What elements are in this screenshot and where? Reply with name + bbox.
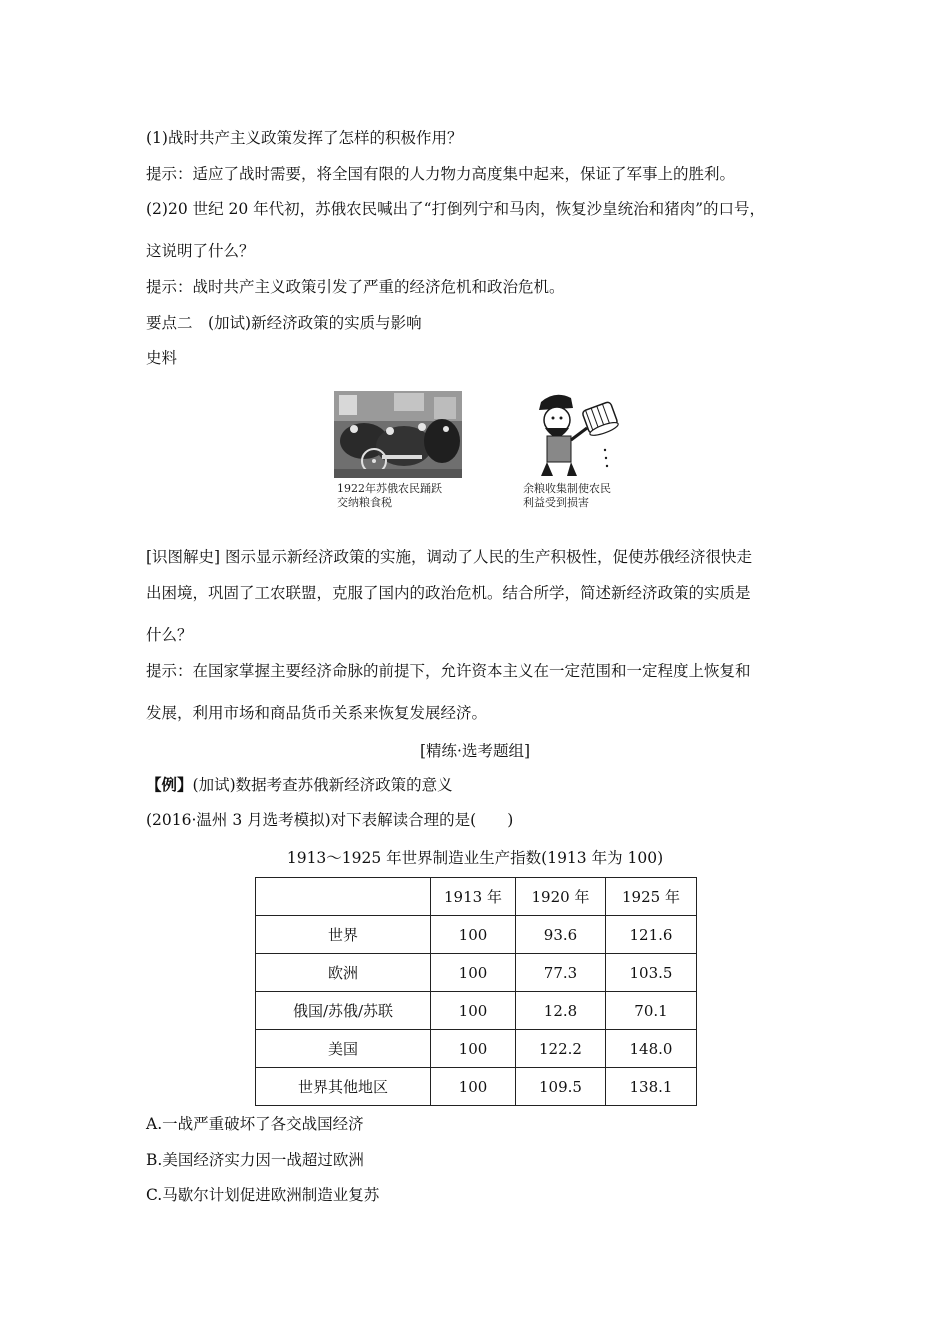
table-cell: 122.2	[516, 1030, 606, 1068]
table-cell: 100	[431, 992, 516, 1030]
table-row	[256, 1030, 697, 1068]
table-cell: 148.0	[606, 1030, 697, 1068]
right-caption-line-1: 余粮收集制使农民	[523, 482, 611, 495]
table-cell: 12.8	[516, 992, 606, 1030]
table-cell: 77.3	[516, 954, 606, 992]
table-row	[256, 992, 697, 1030]
option-b[interactable]: B.美国经济实力因一战超过欧洲	[146, 1151, 364, 1169]
table-row	[256, 954, 697, 992]
analysis-line-1: [识图解史] 图示显示新经济政策的实施，调动了人民的生产积极性，促使苏俄经济很快走	[146, 548, 753, 566]
table-cell: 70.1	[606, 992, 697, 1030]
section-title: 要点二 (加试)新经济政策的实质与影响	[146, 314, 422, 332]
header-cell: 1913 年	[431, 878, 516, 916]
left-caption-line-2: 交纳粮食税	[337, 496, 392, 509]
left-caption-line-1: 1922年苏俄农民踊跃	[337, 482, 442, 495]
analysis-line-2: 出困境，巩固了工农联盟，克服了国内的政治危机。结合所学，简述新经济政策的实质是	[146, 584, 751, 602]
table-cell: 100	[431, 916, 516, 954]
answer-2: 提示：战时共产主义政策引发了严重的经济危机和政治危机。	[146, 278, 565, 296]
question-2-line-1: (2)20 世纪 20 年代初，苏俄农民喊出了“打倒列宁和马肉，恢复沙皇统治和猪肉”的口号，	[146, 200, 766, 218]
table-cell: 世界	[256, 916, 431, 954]
question-stem: (2016·温州 3 月选考模拟)对下表解读合理的是( )	[146, 811, 514, 829]
question-2-line-2: 这说明了什么？	[146, 242, 255, 260]
option-a[interactable]: A.一战严重破坏了各交战国经济	[146, 1115, 364, 1133]
table-cell: 俄国/苏俄/苏联	[256, 992, 431, 1030]
table-header-row	[256, 878, 697, 916]
table-cell: 121.6	[606, 916, 697, 954]
table-cell: 103.5	[606, 954, 697, 992]
analysis-line-3: 什么？	[146, 626, 193, 644]
right-caption-line-2: 利益受到损害	[523, 496, 589, 509]
answer-3-line-2: 发展，利用市场和商品货币关系来恢复发展经济。	[146, 704, 488, 722]
table-cell: 138.1	[606, 1068, 697, 1106]
cartoon-illustration	[527, 388, 627, 480]
historical-photo	[334, 391, 462, 478]
table-row	[256, 916, 697, 954]
option-c[interactable]: C.马歇尔计划促进欧洲制造业复苏	[146, 1186, 380, 1204]
header-cell: 1920 年	[516, 878, 606, 916]
example-label: 【例】	[146, 775, 193, 794]
answer-3-line-1: 提示：在国家掌握主要经济命脉的前提下，允许资本主义在一定范围和一定程度上恢复和	[146, 662, 751, 680]
table-title: 1913～1925 年世界制造业生产指数(1913 年为 100)	[286, 849, 664, 867]
example-heading	[146, 775, 453, 795]
answer-1: 提示：适应了战时需要，将全国有限的人力物力高度集中起来，保证了军事上的胜利。	[146, 165, 736, 183]
source-label: 史料	[146, 349, 178, 367]
table-cell: 100	[431, 1030, 516, 1068]
table-cell: 100	[431, 954, 516, 992]
table-cell: 100	[431, 1068, 516, 1106]
header-cell: 1925 年	[606, 878, 697, 916]
table-cell: 世界其他地区	[256, 1068, 431, 1106]
table-cell: 美国	[256, 1030, 431, 1068]
data-table	[255, 877, 697, 1106]
table-cell: 109.5	[516, 1068, 606, 1106]
question-1: (1)战时共产主义政策发挥了怎样的积极作用？	[146, 129, 463, 147]
table-row	[256, 1068, 697, 1106]
practice-header: [精练·选考题组]	[419, 742, 531, 760]
table-cell: 93.6	[516, 916, 606, 954]
example-title: (加试)数据考查苏俄新经济政策的意义	[192, 776, 453, 794]
header-cell	[256, 878, 431, 916]
table-cell: 欧洲	[256, 954, 431, 992]
